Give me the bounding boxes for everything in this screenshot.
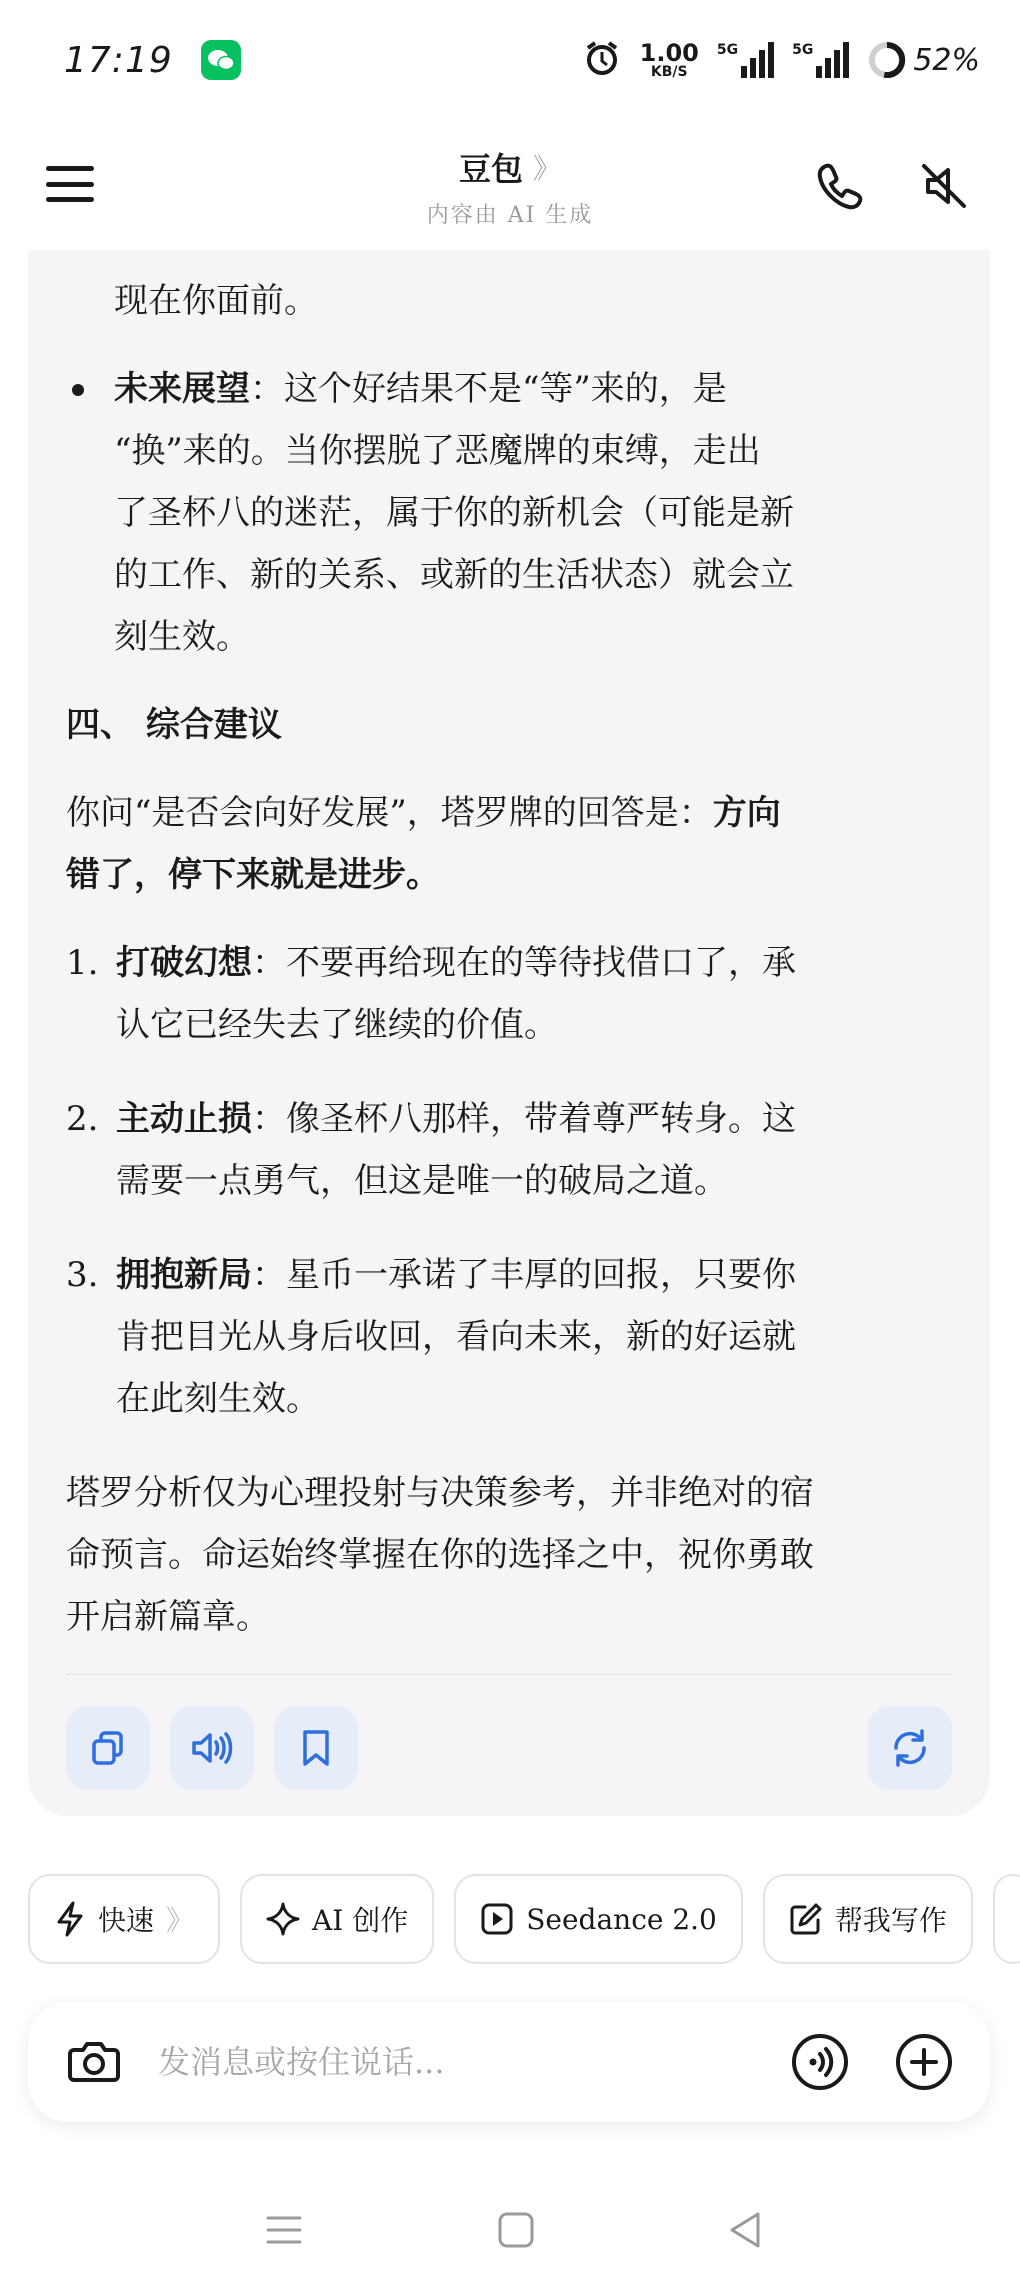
disclaimer-line: 塔罗分析仅为心理投射与决策参考，并非绝对的宿 bbox=[66, 1473, 814, 1513]
list-item: 3. 拥抱新局：星币一承诺了丰厚的回报，只要你 肯把目光从身后收回，看向未来，新的好运就 在此刻生效。 bbox=[66, 1244, 952, 1430]
plus-circle-icon[interactable] bbox=[894, 2032, 954, 2092]
camera-icon[interactable] bbox=[64, 2032, 124, 2092]
edit-icon bbox=[789, 1902, 823, 1936]
chip-seedance[interactable] bbox=[454, 1874, 743, 1964]
list-item: 2. 主动止损：像圣杯八那样，带着尊严转身。这 需要一点勇气，但这是唯一的破局之道。 bbox=[66, 1088, 952, 1212]
bot-name: 豆包 bbox=[458, 150, 523, 188]
play-box-icon bbox=[480, 1902, 514, 1936]
item-label: 拥抱新局 bbox=[116, 1255, 252, 1295]
bookmark-button[interactable] bbox=[274, 1706, 358, 1790]
nav-menu-icon[interactable] bbox=[260, 2206, 308, 2254]
chip-label: 快速 bbox=[98, 1904, 155, 1937]
regenerate-icon bbox=[888, 1726, 932, 1770]
copy-icon bbox=[88, 1728, 128, 1768]
copy-button[interactable] bbox=[66, 1706, 150, 1790]
text-line: 肯把目光从身后收回，看向未来，新的好运就 bbox=[116, 1317, 796, 1357]
section-heading: 四、 综合建议 bbox=[66, 705, 282, 745]
net-speed-value: 1.00 bbox=[639, 39, 699, 67]
signal-icon bbox=[792, 42, 849, 78]
list-item bbox=[66, 358, 952, 668]
text-line: ：这个好结果不是“等”来的，是 bbox=[250, 369, 727, 409]
paragraph: 你问“是否会向好发展”，塔罗牌的回答是：方向 bbox=[66, 793, 781, 833]
battery-ring-icon bbox=[867, 40, 907, 80]
regenerate-button[interactable] bbox=[868, 1706, 952, 1790]
chevron-right-icon: 》 bbox=[533, 152, 562, 185]
status-bar bbox=[0, 0, 1020, 120]
battery bbox=[867, 40, 980, 80]
sim1-label: 5G bbox=[716, 42, 739, 58]
assistant-message-card bbox=[28, 250, 990, 1816]
read-aloud-button[interactable] bbox=[170, 1706, 254, 1790]
text-line: 了圣杯八的迷茫，属于你的新机会（可能是新 bbox=[114, 493, 794, 533]
bot-name-button[interactable] bbox=[459, 144, 561, 190]
text-line: 在此刻生效。 bbox=[116, 1379, 320, 1419]
nav-back-icon[interactable] bbox=[722, 2206, 770, 2254]
bullet-label: 未来展望 bbox=[114, 369, 250, 409]
item-label: 主动止损 bbox=[116, 1099, 252, 1139]
list-number: 1. bbox=[66, 943, 99, 983]
chip-label: Seedance 2.0 bbox=[526, 1902, 717, 1936]
text-line: 认它已经失去了继续的价值。 bbox=[116, 1005, 558, 1045]
list-number: 2. bbox=[66, 1099, 99, 1139]
chevron-right-icon: 》 bbox=[166, 1904, 195, 1937]
ai-generated-notice: 内容由 AI 生成 bbox=[426, 203, 594, 228]
read-aloud-icon bbox=[190, 1728, 234, 1768]
voice-wave-icon[interactable] bbox=[790, 2032, 850, 2092]
chip-partial[interactable] bbox=[993, 1874, 1020, 1964]
divider bbox=[66, 1674, 952, 1675]
disclaimer-line: 命预言。命运始终掌握在你的选择之中，祝你勇敢 bbox=[66, 1535, 814, 1575]
phone-icon[interactable] bbox=[812, 158, 868, 214]
paragraph-bold: 错了，停下来就是进步。 bbox=[66, 855, 440, 895]
alarm-icon bbox=[582, 38, 622, 82]
chip-write-for-me[interactable] bbox=[763, 1874, 973, 1964]
text-line: 刻生效。 bbox=[114, 617, 250, 657]
message-content bbox=[66, 270, 952, 1648]
status-time: 17:19 bbox=[64, 39, 173, 81]
text-line: 需要一点勇气，但这是唯一的破局之道。 bbox=[116, 1161, 728, 1201]
message-input[interactable] bbox=[158, 2034, 798, 2090]
nav-home-icon[interactable] bbox=[492, 2206, 540, 2254]
net-speed-unit: KB/S bbox=[650, 64, 688, 80]
chip-ai-creation[interactable] bbox=[240, 1874, 434, 1964]
wechat-icon bbox=[201, 40, 241, 80]
system-nav-bar bbox=[0, 2180, 1020, 2280]
speaker-mute-icon[interactable] bbox=[916, 158, 972, 214]
sparkle-icon bbox=[266, 1902, 300, 1936]
chip-label: AI 创作 bbox=[312, 1904, 409, 1937]
disclaimer-line: 开启新篇章。 bbox=[66, 1597, 270, 1637]
bookmark-icon bbox=[298, 1728, 334, 1768]
battery-percent: 52% bbox=[913, 42, 980, 78]
list-number: 3. bbox=[66, 1255, 99, 1295]
message-input-bar bbox=[28, 2002, 990, 2122]
sim2-label: 5G bbox=[792, 42, 814, 58]
net-speed bbox=[640, 41, 699, 79]
item-label: 打破幻想 bbox=[116, 943, 252, 983]
chip-label: 帮我写作 bbox=[834, 1904, 947, 1937]
text-line: 现在你面前。 bbox=[114, 281, 318, 321]
chat-header bbox=[0, 130, 1020, 240]
text-line: 的工作、新的关系、或新的生活状态）就会立 bbox=[114, 555, 794, 595]
chip-quick-mode[interactable] bbox=[28, 1874, 220, 1964]
quick-actions-bar bbox=[28, 1874, 1020, 1964]
list-item: 1. 打破幻想：不要再给现在的等待找借口了，承 认它已经失去了继续的价值。 bbox=[66, 932, 952, 1056]
lightning-icon bbox=[54, 1901, 86, 1937]
signal-icon bbox=[717, 42, 774, 78]
text-line: “换”来的。当你摆脱了恶魔牌的束缚，走出 bbox=[114, 431, 761, 471]
